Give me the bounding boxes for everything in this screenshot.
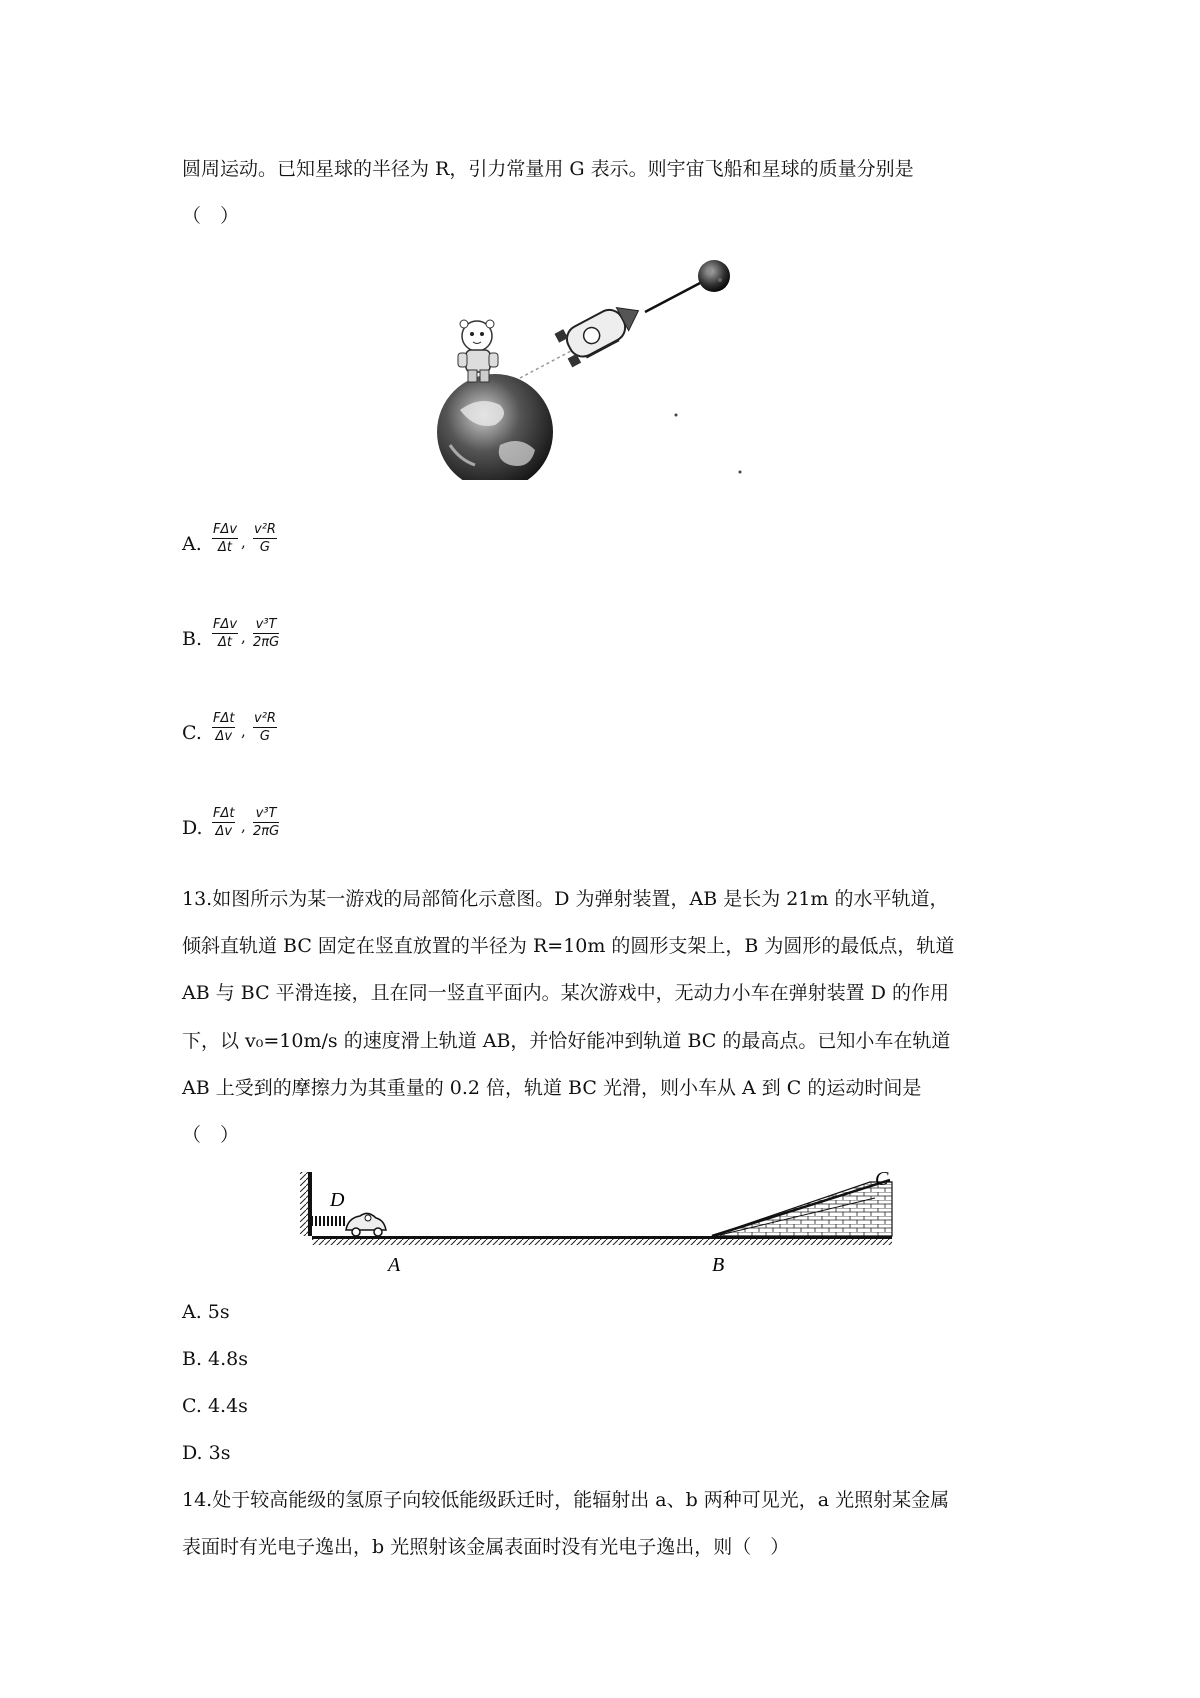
ramp-bc: [712, 1180, 892, 1236]
option-label: B.: [182, 628, 203, 650]
numerator: v³T: [253, 618, 279, 634]
numerator: FΔt: [213, 711, 235, 726]
q13-line-2: 倾斜直轨道 BC 固定在竖直放置的半径为 R=10m 的圆形支架上，B 为圆形的最低点，轨道: [182, 935, 955, 957]
denominator: 2πG: [253, 824, 280, 839]
numerator: FΔv: [213, 617, 238, 632]
earth-planet: [437, 374, 553, 480]
option-label: D.: [182, 817, 203, 839]
label-a: A: [388, 1254, 401, 1276]
q13-paren: （ ）: [182, 1124, 240, 1146]
spring-launcher: [312, 1216, 344, 1226]
denominator: Δt: [218, 635, 233, 650]
fraction-2: [253, 712, 277, 743]
numerator: FΔt: [213, 806, 235, 821]
label-c: C: [875, 1168, 889, 1190]
toy-car: [346, 1213, 386, 1236]
fraction-1: [212, 618, 238, 649]
fraction-2: [253, 618, 279, 649]
astronaut-figure: [458, 320, 498, 382]
tether-line-2: [645, 282, 702, 312]
numerator: v³T: [253, 807, 279, 823]
fraction-2: [253, 523, 277, 554]
q13-line-3: AB 与 BC 平滑连接，且在同一竖直平面内。某次游戏中，无动力小车在弹射装置 D 的作用: [182, 982, 949, 1004]
fraction-2: [253, 807, 279, 838]
denominator: G: [259, 729, 270, 744]
denominator: 2πG: [253, 635, 280, 650]
q13-line-5: AB 上受到的摩擦力为其重量的 0.2 倍，轨道 BC 光滑，则小车从 A 到 C 的运动时间是: [182, 1077, 922, 1099]
q13-option-b[interactable]: B. 4.8s: [182, 1348, 249, 1370]
spacecraft: [554, 294, 647, 367]
fraction-1: [212, 523, 238, 554]
numerator: FΔv: [213, 522, 238, 537]
separator: ,: [241, 533, 246, 551]
q13-figure: [300, 1168, 900, 1278]
denominator: Δv: [215, 729, 233, 744]
q13-line-4: 下，以 v₀=10m/s 的速度滑上轨道 AB，并恰好能冲到轨道 BC 的最高点。已知小车在轨道: [182, 1030, 951, 1052]
launcher-wall: [300, 1172, 312, 1236]
q13-option-a[interactable]: A. 5s: [182, 1301, 230, 1323]
q12-figure: [430, 260, 770, 480]
fraction-1: [212, 712, 235, 743]
denominator: Δv: [215, 824, 233, 839]
q13-option-d[interactable]: D. 3s: [182, 1442, 231, 1464]
option-label: C.: [182, 722, 202, 744]
horizontal-track: [312, 1236, 892, 1245]
numerator: v²R: [254, 522, 276, 537]
q13-line-1: 13.如图所示为某一游戏的局部简化示意图。D 为弹射装置，AB 是长为 21m 的水平轨道，: [182, 888, 949, 910]
denominator: G: [259, 540, 270, 555]
q13-option-c[interactable]: C. 4.4s: [182, 1395, 248, 1417]
numerator: v²R: [254, 711, 276, 726]
separator: ,: [241, 722, 246, 740]
q12-line-1: 圆周运动。已知星球的半径为 R，引力常量用 G 表示。则宇宙飞船和星球的质量分别是: [182, 158, 914, 180]
label-d: D: [330, 1189, 345, 1211]
moon: [698, 260, 730, 292]
q14-line-1: 14.处于较高能级的氢原子向较低能级跃迁时，能辐射出 a、b 两种可见光，a 光照射某金属: [182, 1489, 950, 1511]
q14-line-2: 表面时有光电子逸出，b 光照射该金属表面时没有光电子逸出，则（ ）: [182, 1536, 790, 1558]
option-label: A.: [182, 533, 202, 555]
q12-paren: （ ）: [182, 205, 240, 227]
denominator: Δt: [218, 540, 233, 555]
fraction-1: [212, 807, 235, 838]
separator: ,: [241, 628, 246, 646]
separator: ,: [241, 817, 246, 835]
label-b: B: [712, 1254, 725, 1276]
